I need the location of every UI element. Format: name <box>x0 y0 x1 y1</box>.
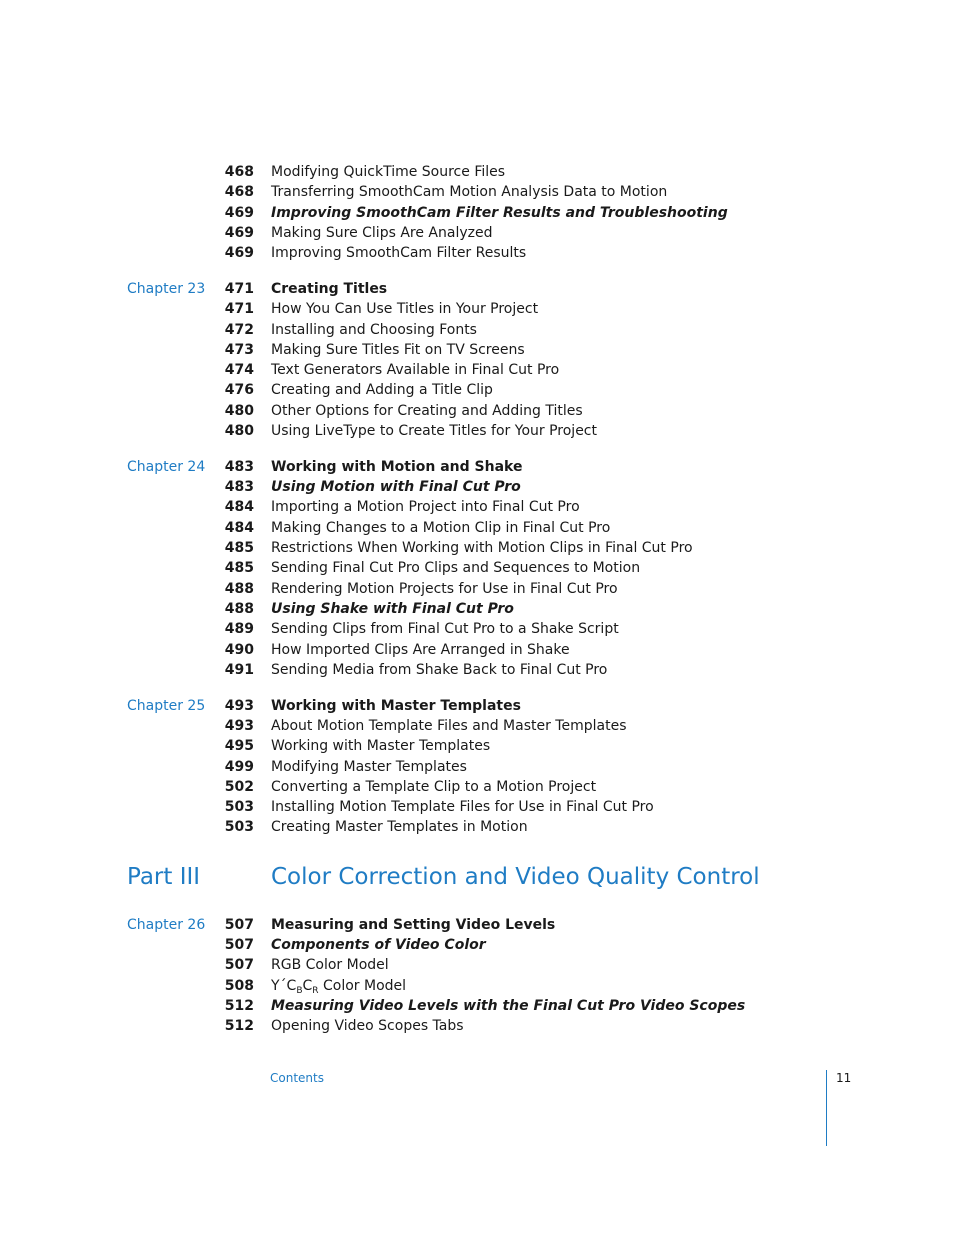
toc-entry[interactable] <box>0 497 954 517</box>
toc-entry[interactable] <box>0 421 954 441</box>
section-title: Components of Video Color <box>271 937 486 953</box>
entry-title: Creating Master Templates in Motion <box>271 819 528 836</box>
entry-title: Importing a Motion Project into Final Cut Pro <box>271 499 580 516</box>
page-number: 507 <box>224 916 254 933</box>
ycbcr-rest: Color Model <box>318 977 407 994</box>
entry-title: Making Sure Titles Fit on TV Screens <box>271 341 525 358</box>
chapter-title: Working with Motion and Shake <box>271 458 523 475</box>
page-number: 507 <box>224 957 254 974</box>
entry-title: How Imported Clips Are Arranged in Shake <box>271 641 570 658</box>
page-number: 472 <box>224 321 254 338</box>
toc-entry[interactable] <box>0 797 954 817</box>
page-number: 483 <box>224 479 254 496</box>
ycbcr-sub-b: B <box>296 985 303 996</box>
footer-section-label[interactable]: Contents <box>270 1071 324 1085</box>
chapter-heading[interactable] <box>0 696 954 716</box>
chapter-heading[interactable] <box>0 279 954 299</box>
chapter-label: Chapter 24 <box>127 458 206 475</box>
entry-title: Transferring SmoothCam Motion Analysis Data to Motion <box>271 184 668 201</box>
page-number: 503 <box>224 799 254 816</box>
page-number: 469 <box>224 245 254 262</box>
toc-section[interactable] <box>0 935 954 955</box>
entry-title: RGB Color Model <box>271 957 389 974</box>
toc-entry[interactable] <box>0 976 954 996</box>
entry-title: Converting a Template Clip to a Motion Project <box>271 778 597 795</box>
page-number: 480 <box>224 402 254 419</box>
ycbcr-sub-r: R <box>312 985 319 996</box>
chapter-title: Creating Titles <box>271 280 388 297</box>
toc-entry[interactable] <box>0 340 954 360</box>
entry-title: Other Options for Creating and Adding Titles <box>271 402 583 419</box>
entry-title: Sending Final Cut Pro Clips and Sequences to Motion <box>271 560 641 577</box>
toc-entry[interactable] <box>0 736 954 756</box>
page-number: 502 <box>224 778 254 795</box>
page-number: 484 <box>224 499 254 516</box>
entry-title: Installing Motion Template Files for Use in Final Cut Pro <box>271 799 654 816</box>
toc-entry[interactable] <box>0 660 954 680</box>
page-number: 493 <box>224 717 254 734</box>
page-number: 490 <box>224 641 254 658</box>
ycbcr-c: C <box>302 977 313 994</box>
toc-entry[interactable] <box>0 320 954 340</box>
toc-entry[interactable] <box>0 182 954 202</box>
toc-entry[interactable] <box>0 360 954 380</box>
section-title: Using Shake with Final Cut Pro <box>271 600 514 617</box>
entry-title: Installing and Choosing Fonts <box>271 321 477 338</box>
entry-title: How You Can Use Titles in Your Project <box>271 301 539 318</box>
page-number: 499 <box>224 758 254 775</box>
toc-entry[interactable] <box>0 757 954 777</box>
table-of-contents <box>0 162 954 1036</box>
page-number: 488 <box>224 600 254 617</box>
entry-title: Modifying QuickTime Source Files <box>271 164 506 180</box>
footer-page-number: 11 <box>836 1071 852 1085</box>
entry-title: Restrictions When Working with Motion Clips in Final Cut Pro <box>271 540 693 557</box>
toc-entry[interactable] <box>0 777 954 797</box>
entry-title: Sending Media from Shake Back to Final Cut Pro <box>271 661 608 678</box>
section-title: Improving SmoothCam Filter Results and Troubleshooting <box>271 204 728 221</box>
page-number: 508 <box>224 977 254 994</box>
toc-entry[interactable] <box>0 558 954 578</box>
toc-entry[interactable] <box>0 817 954 837</box>
toc-section[interactable] <box>0 996 954 1016</box>
page-number: 474 <box>224 362 254 379</box>
entry-title <box>271 976 406 996</box>
page-number: 473 <box>224 341 254 358</box>
part-title: Color Correction and Video Quality Control <box>271 863 760 890</box>
chapter-heading[interactable] <box>0 457 954 477</box>
chapter-label: Chapter 26 <box>127 916 206 933</box>
page-number: 485 <box>224 560 254 577</box>
page-number: 488 <box>224 580 254 597</box>
toc-entry[interactable] <box>0 640 954 660</box>
toc-entry[interactable] <box>0 619 954 639</box>
toc-entry[interactable] <box>0 380 954 400</box>
chapter-label: Chapter 25 <box>127 697 206 714</box>
entry-title: Improving SmoothCam Filter Results <box>271 245 527 262</box>
entry-title: About Motion Template Files and Master Templates <box>271 717 627 734</box>
page-number: 507 <box>224 937 254 953</box>
section-title: Using Motion with Final Cut Pro <box>271 479 521 496</box>
page-number: 485 <box>224 540 254 557</box>
toc-entry[interactable] <box>0 538 954 558</box>
page-number: 468 <box>224 164 254 180</box>
toc-entry[interactable] <box>0 401 954 421</box>
chapter-heading[interactable] <box>0 915 954 935</box>
page-number: 493 <box>224 697 254 714</box>
page-number: 489 <box>224 621 254 638</box>
toc-entry[interactable] <box>0 243 954 263</box>
toc-entry[interactable] <box>0 716 954 736</box>
page-number: 471 <box>224 301 254 318</box>
page-number: 469 <box>224 204 254 221</box>
entry-title: Modifying Master Templates <box>271 758 467 775</box>
page-number: 512 <box>224 997 254 1014</box>
page-number: 503 <box>224 819 254 836</box>
entry-title: Creating and Adding a Title Clip <box>271 382 493 399</box>
entry-title: Text Generators Available in Final Cut Pro <box>271 362 560 379</box>
section-title: Measuring Video Levels with the Final Cut Pro Video Scopes <box>271 997 746 1014</box>
toc-entry[interactable] <box>0 518 954 538</box>
entry-title: Using LiveType to Create Titles for Your Project <box>271 423 597 440</box>
toc-section[interactable] <box>0 477 954 497</box>
part-heading[interactable] <box>0 858 954 902</box>
page-number: 480 <box>224 423 254 440</box>
entry-title: Sending Clips from Final Cut Pro to a Shake Script <box>271 621 619 638</box>
toc-entry[interactable] <box>0 1016 954 1036</box>
entry-title: Opening Video Scopes Tabs <box>271 1018 464 1035</box>
entry-title: Making Changes to a Motion Clip in Final Cut Pro <box>271 519 611 536</box>
page-number: 512 <box>224 1018 254 1035</box>
ycbcr-y: Y´C <box>271 977 297 994</box>
chapter-title: Measuring and Setting Video Levels <box>271 916 556 933</box>
entry-title: Making Sure Clips Are Analyzed <box>271 224 493 241</box>
page-number: 469 <box>224 224 254 241</box>
toc-entry[interactable] <box>0 223 954 243</box>
page-number: 495 <box>224 738 254 755</box>
page-number: 471 <box>224 280 254 297</box>
page-number: 484 <box>224 519 254 536</box>
toc-section[interactable] <box>0 203 954 223</box>
chapter-label: Chapter 23 <box>127 280 206 297</box>
footer-divider <box>826 1070 827 1146</box>
page-number: 468 <box>224 184 254 201</box>
page-number: 483 <box>224 458 254 475</box>
chapter-title: Working with Master Templates <box>271 697 521 714</box>
entry-title: Working with Master Templates <box>271 738 491 755</box>
toc-entry[interactable] <box>0 299 954 319</box>
toc-entry[interactable] <box>0 955 954 975</box>
page-number: 476 <box>224 382 254 399</box>
toc-entry[interactable] <box>0 162 954 182</box>
toc-entry[interactable] <box>0 579 954 599</box>
page-number: 491 <box>224 661 254 678</box>
part-label: Part III <box>127 863 201 890</box>
toc-section[interactable] <box>0 599 954 619</box>
entry-title: Rendering Motion Projects for Use in Final Cut Pro <box>271 580 618 597</box>
